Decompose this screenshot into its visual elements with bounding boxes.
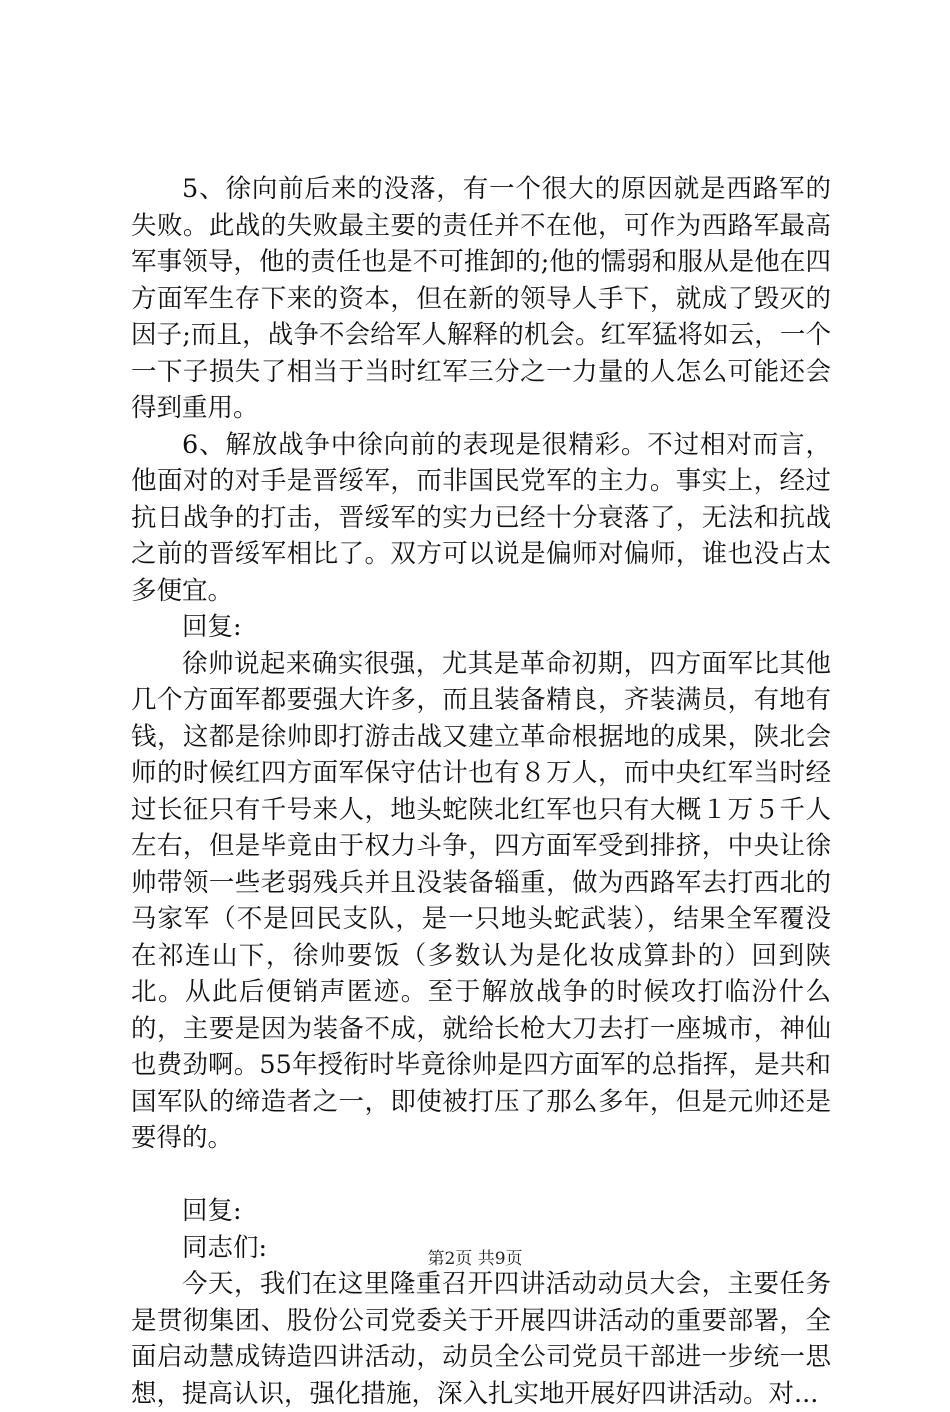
page-indicator: 第2页 共9页: [427, 1249, 523, 1269]
speech-paragraph: 今天，我们在这里隆重召开四讲活动动员大会，主要任务是贯彻集团、股份公司党委关于开展四讲活动的重要部署，全面启动慧成铸造四讲活动，动员全公司党员干部进一步统一思想，提高认识，强化措施，深入扎实地开展好四讲活动。对...: [131, 1269, 831, 1409]
paragraph-5-xu-decline: 5、徐向前后来的没落，有一个很大的原因就是西路军的失败。此战的失败最主要的责任并不在他，可作为西路军最高军事领导，他的责任也是不可推卸的;他的懦弱和服从是他在四方面军生存下来的资本，但在新的领导人手下，就成了毁灭的因子;而且，战争不会给军人解释的机会。红军猛将如云，一个一下子损失了相当于当时红军三分之一力量的人怎么可能还会得到重用。: [131, 174, 831, 423]
page-footer: [0, 1244, 950, 1269]
reply-paragraph-xu-marshal: 徐帅说起来确实很强，尤其是革命初期，四方面军比其他几个方面军都要强大许多，而且装备精良，齐装满员，有地有钱，这都是徐帅即打游击战又建立革命根据地的成果，陕北会师的时候红四方面军保守估计也有８万人，而中央红军当时经过长征只有千号来人，地头蛇陕北红军也只有大概１万５千人左右，但是毕竟由于权力斗争，四方面军受到排挤，中央让徐帅带领一些老弱残兵并且没装备辎重，做为西路军去打西北的马家军（不是回民支队，是一只地头蛇武装），结果全军覆没在祁连山下，徐帅要饭（多数认为是化妆成算卦的）回到陕北。从此后便销声匿迹。至于解放战争的时候攻打临汾什么的，主要是因为装备不成，就给长枪大刀去打一座城市，神仙也费劲啊。55年授衔时毕竟徐帅是四方面军的总指挥，是共和国军队的缔造者之一，即使被打压了那么多年，但是元帅还是要得的。: [131, 648, 831, 1153]
paragraph-spacer: [131, 1157, 831, 1194]
salutation: 同志们:: [182, 1232, 268, 1263]
reply-label-1: 回复:: [182, 612, 242, 642]
paragraph-6-liberation-war: 6、解放战争中徐向前的表现是很精彩。不过相对而言，他面对的对手是晋绥军，而非国民党军的主力。事实上，经过抗日战争的打击，晋绥军的实力已经十分衰落了，无法和抗战之前的晋绥军相比了。双方可以说是偏师对偏师，谁也没占太多便宜。: [131, 429, 831, 606]
reply-label-2: 回复:: [182, 1196, 242, 1226]
document-body: [131, 171, 831, 1412]
